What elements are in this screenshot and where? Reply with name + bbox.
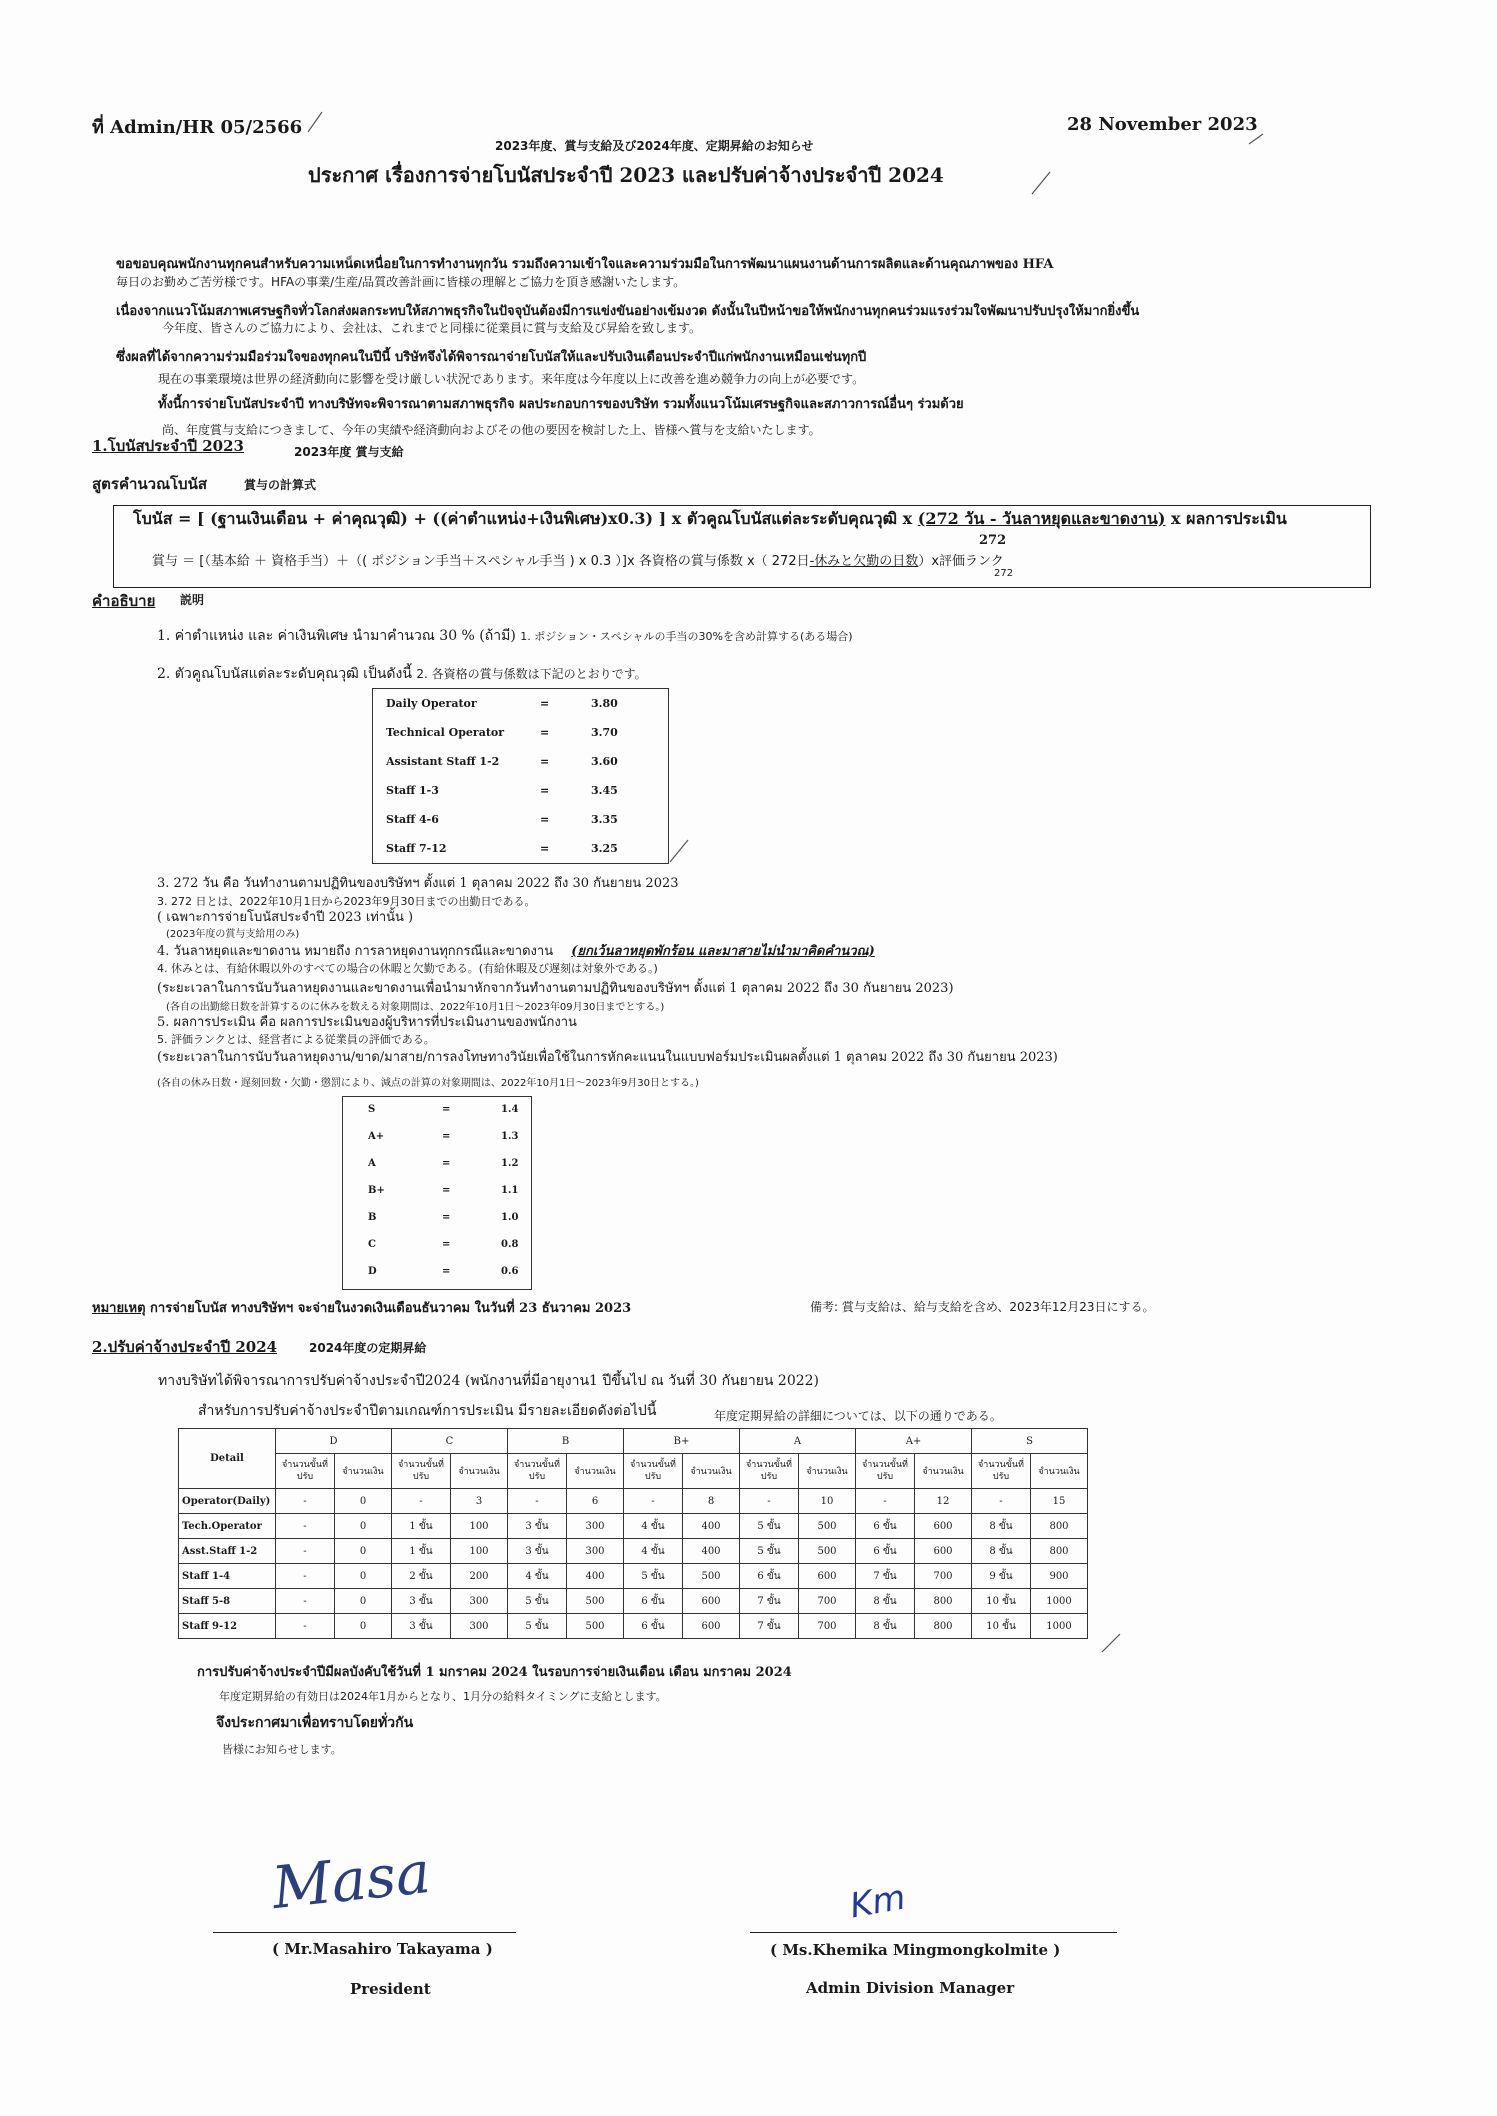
grade-header: C [392, 1429, 508, 1454]
closing-line: จึงประกาศมาเพื่อทราบโดยทั่วกัน [216, 1715, 414, 1731]
intro-line-1: ขอขอบคุณพนักงานทุกคนสำหรับความเหน็ดเหนื่อยในการทำงานทุกวัน รวมถึงความเข้าใจและความร่วมมือในการพัฒนาแผนงานด้านการผลิตและด้านคุณภาพของ HFA [116, 257, 1054, 272]
rating-rank: D [368, 1266, 377, 1277]
table-cell: 700 [799, 1614, 856, 1639]
grade-header: B+ [624, 1429, 740, 1454]
rating-value: 1.1 [501, 1185, 519, 1196]
table-cell: 9 ขั้น [972, 1564, 1031, 1589]
closing-jp: 皆様にお知らせします。 [222, 1743, 342, 1756]
table-cell: 400 [683, 1514, 740, 1539]
row-label: Staff 1-4 [179, 1564, 276, 1589]
formula-label-jp: 賞与の計算式 [244, 478, 317, 492]
table-cell: 1000 [1031, 1589, 1088, 1614]
section-2-para-2: สำหรับการปรับค่าจ้างประจำปีตามเกณฑ์การประเมิน มีรายละเอียดดังต่อไปนี้ [198, 1403, 657, 1419]
doc-number-line [92, 112, 302, 141]
table-cell: 200 [451, 1564, 508, 1589]
section-1-heading-jp: 2023年度 賞与支給 [294, 445, 404, 459]
table-cell: 3 ขั้น [508, 1514, 567, 1539]
row-label: Operator(Daily) [179, 1489, 276, 1514]
table-cell: 600 [915, 1514, 972, 1539]
effective-date-jp: 年度定期昇給の有効日は2024年1月からとなり、1月分の給料タイミングに支給とします。 [219, 1690, 667, 1703]
table-cell: 8 ขั้น [856, 1589, 915, 1614]
formula-denominator-jp: 272 [994, 568, 1014, 579]
signature-line-right [750, 1932, 1117, 1933]
wage-table-body [179, 1489, 1088, 1639]
multiplier-equals: = [540, 842, 550, 855]
section-1-heading: 1.โบนัสประจำปี 2023 [92, 437, 244, 455]
subheader-amount: จำนวนเงิน [1031, 1454, 1088, 1489]
table-cell: 8 ขั้น [972, 1514, 1031, 1539]
table-cell: 800 [915, 1589, 972, 1614]
table-cell: 8 ขั้น [972, 1539, 1031, 1564]
table-cell: 10 ขั้น [972, 1589, 1031, 1614]
table-cell: - [972, 1489, 1031, 1514]
check-mark-icon [1100, 1630, 1124, 1654]
table-cell: 0 [335, 1514, 392, 1539]
grade-header: D [276, 1429, 392, 1454]
table-cell: 12 [915, 1489, 972, 1514]
table-cell: 600 [799, 1564, 856, 1589]
president-signature: Masa [268, 1837, 434, 1923]
subheader-amount: จำนวนเงิน [567, 1454, 624, 1489]
subheader-amount: จำนวนเงิน [799, 1454, 856, 1489]
table-cell: 500 [567, 1614, 624, 1639]
table-cell: 300 [451, 1589, 508, 1614]
multiplier-equals: = [540, 755, 550, 768]
table-cell: 10 ขั้น [972, 1614, 1031, 1639]
table-cell: 4 ขั้น [624, 1539, 683, 1564]
table-cell: 2 ขั้น [392, 1564, 451, 1589]
table-cell: - [276, 1489, 335, 1514]
table-row [179, 1614, 1088, 1639]
multiplier-grade: Staff 7-12 [386, 842, 447, 855]
subheader-steps: จำนวนขั้นที่ปรับ [972, 1454, 1031, 1489]
table-cell: 6 [567, 1489, 624, 1514]
table-cell: - [276, 1564, 335, 1589]
page-title: ประกาศ เรื่องการจ่ายโบนัสประจำปี 2023 และปรับค่าจ้างประจำปี 2024 [308, 163, 944, 187]
rating-value: 0.8 [501, 1239, 519, 1250]
table-cell: 6 ขั้น [740, 1564, 799, 1589]
subheader-steps: จำนวนขั้นที่ปรับ [392, 1454, 451, 1489]
table-cell: - [276, 1589, 335, 1614]
row-label: Staff 9-12 [179, 1614, 276, 1639]
formula-denominator: 272 [979, 533, 1007, 548]
table-cell: 3 ขั้น [392, 1589, 451, 1614]
table-cell: 6 ขั้น [856, 1514, 915, 1539]
grade-header: S [972, 1429, 1088, 1454]
doc-date: 28 November 2023 [1067, 114, 1258, 135]
table-cell: 1 ขั้น [392, 1514, 451, 1539]
table-cell: 700 [915, 1564, 972, 1589]
rating-equals: = [442, 1158, 451, 1169]
table-subheader-row [179, 1454, 1088, 1489]
rating-value: 1.2 [501, 1158, 519, 1169]
multiplier-grade: Technical Operator [386, 726, 505, 739]
section-2-heading: 2.ปรับค่าจ้างประจำปี 2024 [92, 1338, 278, 1356]
table-cell: - [276, 1514, 335, 1539]
multiplier-value: 3.80 [591, 697, 618, 710]
intro-line-7: ทั้งนี้การจ่ายโบนัสประจำปี ทางบริษัทจะพิจารณาตามสภาพธุรกิจ ผลประกอบการของบริษัท รวมทั้งแนวโน้มเศรษฐกิจและสภาวการณ์อื่นๆ ร่วมด้วย [158, 397, 964, 412]
table-cell: 0 [335, 1614, 392, 1639]
multiplier-value: 3.60 [591, 755, 618, 768]
row-label: Asst.Staff 1-2 [179, 1539, 276, 1564]
multiplier-value: 3.35 [591, 813, 618, 826]
jp-subtitle: 2023年度、賞与支給及び2024年度、定期昇給のお知らせ [495, 139, 814, 153]
table-cell: 100 [451, 1539, 508, 1564]
table-cell: 500 [799, 1539, 856, 1564]
explanation-item-3-note-jp: (2023年度の賞与支給用のみ) [166, 929, 300, 940]
grade-header: B [508, 1429, 624, 1454]
table-cell: 500 [683, 1564, 740, 1589]
subheader-steps: จำนวนขั้นที่ปรับ [508, 1454, 567, 1489]
rating-rank: B+ [368, 1185, 385, 1196]
rating-value: 1.4 [501, 1104, 519, 1115]
subheader-steps: จำนวนขั้นที่ปรับ [624, 1454, 683, 1489]
table-cell: 400 [567, 1564, 624, 1589]
table-cell: 800 [915, 1614, 972, 1639]
check-mark-icon [1247, 132, 1267, 146]
explanation-item-4: 4. วันลาหยุดและขาดงาน หมายถึง การลาหยุดงานทุกกรณีและขาดงาน (ยกเว้นลาหยุดพักร้อน และมาสายไม่นำมาคิดคำนวณ) [157, 944, 875, 959]
rating-equals: = [442, 1104, 451, 1115]
table-cell: 500 [799, 1514, 856, 1539]
grade-header: A [740, 1429, 856, 1454]
table-cell: 600 [683, 1614, 740, 1639]
subheader-amount: จำนวนเงิน [683, 1454, 740, 1489]
rating-equals: = [442, 1185, 451, 1196]
rating-rank: A [368, 1158, 376, 1169]
rating-value: 0.6 [501, 1266, 519, 1277]
rating-equals: = [442, 1239, 451, 1250]
check-mark-icon [1030, 170, 1054, 196]
table-cell: 300 [567, 1514, 624, 1539]
subheader-amount: จำนวนเงิน [915, 1454, 972, 1489]
explanation-item-5-jp: 5. 評価ランクとは、経営者による従業員の評価である。 [157, 1033, 435, 1046]
subheader-amount: จำนวนเงิน [335, 1454, 392, 1489]
table-cell: - [508, 1489, 567, 1514]
table-row [179, 1589, 1088, 1614]
formula-label: สูตรคำนวณโบนัส [92, 475, 207, 493]
table-cell: 6 ขั้น [624, 1589, 683, 1614]
intro-line-4: 今年度、皆さんのご協力により、会社は、これまでと同様に従業員に賞与支給及び昇給を致します。 [162, 321, 702, 335]
intro-line-3: เนื่องจากแนวโน้มสภาพเศรษฐกิจทั่วโลกส่งผลกระทบให้สภาพธุรกิจในปัจจุบันต้องมีการแข่งขันอย่างเข้มงวด ดังนั้นในปีหน้าขอให้พนักงานทุกคนร่วมแรงร่วมใจพัฒนาปรับปรุงให้มากยิ่งขึ้น [116, 304, 1140, 319]
subheader-steps: จำนวนขั้นที่ปรับ [740, 1454, 799, 1489]
multiplier-value: 3.25 [591, 842, 618, 855]
multiplier-grade: Assistant Staff 1-2 [386, 755, 500, 768]
explanation-item-4-period: (ระยะเวลาในการนับวันลาหยุดงานและขาดงานเพื่อนำมาหักจากวันทำงานตามปฏิทินของบริษัทฯ ตั้งแต่ 1 ตุลาคม 2022 ถึง 30 กันยายน 2023) [157, 981, 954, 996]
table-cell: 100 [451, 1514, 508, 1539]
multiplier-equals: = [540, 784, 550, 797]
rating-rank: C [368, 1239, 376, 1250]
doc-number: Admin/HR 05/2566 [110, 117, 303, 138]
formula-thai: โบนัส = [ (ฐานเงินเดือน + ค่าคุณวุฒิ) + ((ค่าตำแหน่ง+เงินพิเศษ)x0.3) ] x ตัวคูณโบนัสแต่ละระดับคุณวุฒิ x (272 วัน - วันลาหยุดและขาดงาน) x ผลการประเมิน [133, 509, 1287, 528]
table-cell: 10 [799, 1489, 856, 1514]
table-cell: 5 ขั้น [624, 1564, 683, 1589]
table-cell: 4 ขั้น [508, 1564, 567, 1589]
table-cell: 0 [335, 1589, 392, 1614]
intro-line-8: 尚、年度賞与支給につきまして、今年の実績や経済動向およびその他の要因を検討した上、皆様へ賞与を支給いたします。 [162, 423, 821, 437]
table-cell: 3 [451, 1489, 508, 1514]
multiplier-grade: Staff 4-6 [386, 813, 439, 826]
table-cell: - [856, 1489, 915, 1514]
table-cell: 800 [1031, 1514, 1088, 1539]
table-cell: 0 [335, 1539, 392, 1564]
section-2-para-2-jp: 年度定期昇給の詳細については、以下の通りである。 [714, 1409, 1002, 1423]
table-cell: 6 ขั้น [624, 1614, 683, 1639]
table-cell: - [276, 1539, 335, 1564]
table-cell: - [392, 1489, 451, 1514]
multiplier-grade: Staff 1-3 [386, 784, 439, 797]
table-row [179, 1564, 1088, 1589]
table-cell: 500 [567, 1589, 624, 1614]
table-cell: 15 [1031, 1489, 1088, 1514]
explanation-item-3-jp: 3. 272 日とは、2022年10月1日から2023年9月30日までの出勤日である。 [157, 895, 536, 908]
table-cell: 3 ขั้น [508, 1539, 567, 1564]
table-cell: 8 ขั้น [856, 1614, 915, 1639]
formula-japanese: 賞与 ＝ [（基本給 ＋ 資格手当）＋（( ポジション手当＋スペシャル手当 ) x 0.3 ）]x 各資格の賞与係数 x（ 272日-休みと欠勤の日数）x評価ランク [152, 554, 1004, 569]
multiplier-equals: = [540, 697, 550, 710]
table-header-row [179, 1429, 1088, 1454]
remark-jp: 備考: 賞与支給は、給与支給を含め、2023年12月23日にする。 [810, 1300, 1155, 1314]
table-cell: 7 ขั้น [740, 1614, 799, 1639]
table-cell: - [740, 1489, 799, 1514]
table-cell: 800 [1031, 1539, 1088, 1564]
check-mark-icon [668, 838, 692, 864]
remark-line: หมายเหตุ การจ่ายโบนัส ทางบริษัทฯ จะจ่ายในงวดเงินเดือนธันวาคม ในวันที่ 23 ธันวาคม 2023 [92, 1301, 632, 1316]
multiplier-value: 3.70 [591, 726, 618, 739]
president-title: President [350, 1980, 431, 1998]
explanation-item-1: 1. ค่าตำแหน่ง และ ค่าเงินพิเศษ นำมาคำนวณ 30 % (ถ้ามี) 1. ポジション・スペシャルの手当の30%を含め計算する(ある場合) [157, 628, 853, 644]
table-cell: 300 [451, 1614, 508, 1639]
explanation-item-5-period: (ระยะเวลาในการนับวันลาหยุดงาน/ขาด/มาสาย/การลงโทษทางวินัยเพื่อใช้ในการหักคะแนนในแบบฟอร์มประเมินผลตั้งแต่ 1 ตุลาคม 2022 ถึง 30 กันยายน 2023) [157, 1050, 1058, 1065]
subheader-steps: จำนวนขั้นที่ปรับ [856, 1454, 915, 1489]
explanation-item-4-period-jp: (各自の出勤総日数を計算するのに休みを数える対象期間は、2022年10月1日～2023年09月30日までとする。) [166, 1002, 665, 1013]
explanation-item-3-note: ( เฉพาะการจ่ายโบนัสประจำปี 2023 เท่านั้น ) [157, 910, 414, 925]
table-cell: 900 [1031, 1564, 1088, 1589]
explanation-item-5-period-jp: (各自の休み日数・遅刻回数・欠勤・懲罰により、減点の計算の対象期間は、2022年10月1日～2023年9月30日とする。) [157, 1078, 699, 1089]
manager-signature: Km [846, 1877, 909, 1927]
table-cell: 300 [567, 1539, 624, 1564]
table-row [179, 1514, 1088, 1539]
table-cell: 6 ขั้น [856, 1539, 915, 1564]
table-cell: 5 ขั้น [508, 1589, 567, 1614]
intro-line-6: 現在の事業環境は世界の経済動向に影響を受け厳しい状況であります。来年度は今年度以上に改善を進め競争力の向上が必要です。 [158, 372, 865, 386]
detail-header: Detail [179, 1429, 276, 1489]
rating-equals: = [442, 1266, 451, 1277]
table-cell: 5 ขั้น [740, 1539, 799, 1564]
effective-date-line: การปรับค่าจ้างประจำปีมีผลบังคับใช้วันที่ 1 มกราคม 2024 ในรอบการจ่ายเงินเดือน เดือน มกราคม 2024 [197, 1665, 792, 1680]
table-cell: 7 ขั้น [740, 1589, 799, 1614]
table-cell: 5 ขั้น [740, 1514, 799, 1539]
intro-line-5: ซึ่งผลที่ได้จากความร่วมมือร่วมใจของทุกคนในปีนี้ บริษัทจึงได้พิจารณาจ่ายโบนัสให้และปรับเงินเดือนประจำปีแก่พนักงานเหมือนเช่นทุกปี [116, 350, 867, 365]
row-label: Staff 5-8 [179, 1589, 276, 1614]
section-2-para-1: ทางบริษัทได้พิจารณาการปรับค่าจ้างประจำปี2024 (พนักงานที่มีอายุงาน1 ปีขึ้นไป ณ วันที่ 30 กันยายน 2022) [158, 1373, 820, 1389]
table-cell: - [276, 1614, 335, 1639]
rating-value: 1.0 [501, 1212, 519, 1223]
president-name: ( Mr.Masahiro Takayama ) [272, 1940, 493, 1958]
explanation-item-3: 3. 272 วัน คือ วันทำงานตามปฏิทินของบริษัทฯ ตั้งแต่ 1 ตุลาคม 2022 ถึง 30 กันยายน 2023 [157, 876, 679, 891]
table-cell: 0 [335, 1489, 392, 1514]
explanation-item-5: 5. ผลการประเมิน คือ ผลการประเมินของผู้บริหารที่ประเมินงานของพนักงาน [157, 1015, 577, 1030]
wage-adjustment-table [178, 1428, 1088, 1639]
manager-name: ( Ms.Khemika Mingmongkolmite ) [770, 1941, 1061, 1959]
rating-equals: = [442, 1212, 451, 1223]
table-cell: 1000 [1031, 1614, 1088, 1639]
table-cell: 0 [335, 1564, 392, 1589]
table-cell: 7 ขั้น [856, 1564, 915, 1589]
table-cell: 600 [915, 1539, 972, 1564]
table-cell: 8 [683, 1489, 740, 1514]
rating-equals: = [442, 1131, 451, 1142]
manager-title: Admin Division Manager [806, 1979, 1015, 1997]
intro-line-2: 毎日のお勤めご苦労様です。HFAの事業/生産/品質改善計画に皆様の理解とご協力を頂き感謝いたします。 [116, 275, 686, 289]
multiplier-equals: = [540, 726, 550, 739]
table-row [179, 1539, 1088, 1564]
multiplier-value: 3.45 [591, 784, 618, 797]
multiplier-equals: = [540, 813, 550, 826]
table-row [179, 1489, 1088, 1514]
table-cell: 400 [683, 1539, 740, 1564]
table-cell: 5 ขั้น [508, 1614, 567, 1639]
row-label: Tech.Operator [179, 1514, 276, 1539]
table-cell: 3 ขั้น [392, 1614, 451, 1639]
rating-rank: S [368, 1104, 376, 1115]
explanation-heading-jp: 説明 [180, 593, 205, 607]
table-cell: 700 [799, 1589, 856, 1614]
table-cell: 4 ขั้น [624, 1514, 683, 1539]
subheader-steps: จำนวนขั้นที่ปรับ [276, 1454, 335, 1489]
table-cell: 1 ขั้น [392, 1539, 451, 1564]
doc-number-prefix: ที่ [92, 117, 104, 138]
table-cell: - [624, 1489, 683, 1514]
grade-header: A+ [856, 1429, 972, 1454]
explanation-item-4-jp: 4. 休みとは、有給休暇以外のすべての場合の休暇と欠勤である。(有給休暇及び遅刻は対象外である。) [157, 962, 658, 975]
table-cell: 600 [683, 1589, 740, 1614]
subheader-amount: จำนวนเงิน [451, 1454, 508, 1489]
rating-rank: A+ [368, 1131, 385, 1142]
multiplier-table [372, 688, 669, 864]
explanation-item-2: 2. ตัวคูณโบนัสแต่ละระดับคุณวุฒิ เป็นดังนี้ 2. 各資格の賞与係数は下記のとおりです。 [157, 666, 647, 682]
signature-line-left [213, 1932, 516, 1933]
rating-rank: B [368, 1212, 377, 1223]
explanation-heading: คำอธิบาย [92, 592, 156, 610]
section-2-heading-jp: 2024年度の定期昇給 [309, 1341, 427, 1355]
rating-value: 1.3 [501, 1131, 519, 1142]
check-mark-icon [306, 110, 326, 134]
multiplier-grade: Daily Operator [386, 697, 477, 710]
